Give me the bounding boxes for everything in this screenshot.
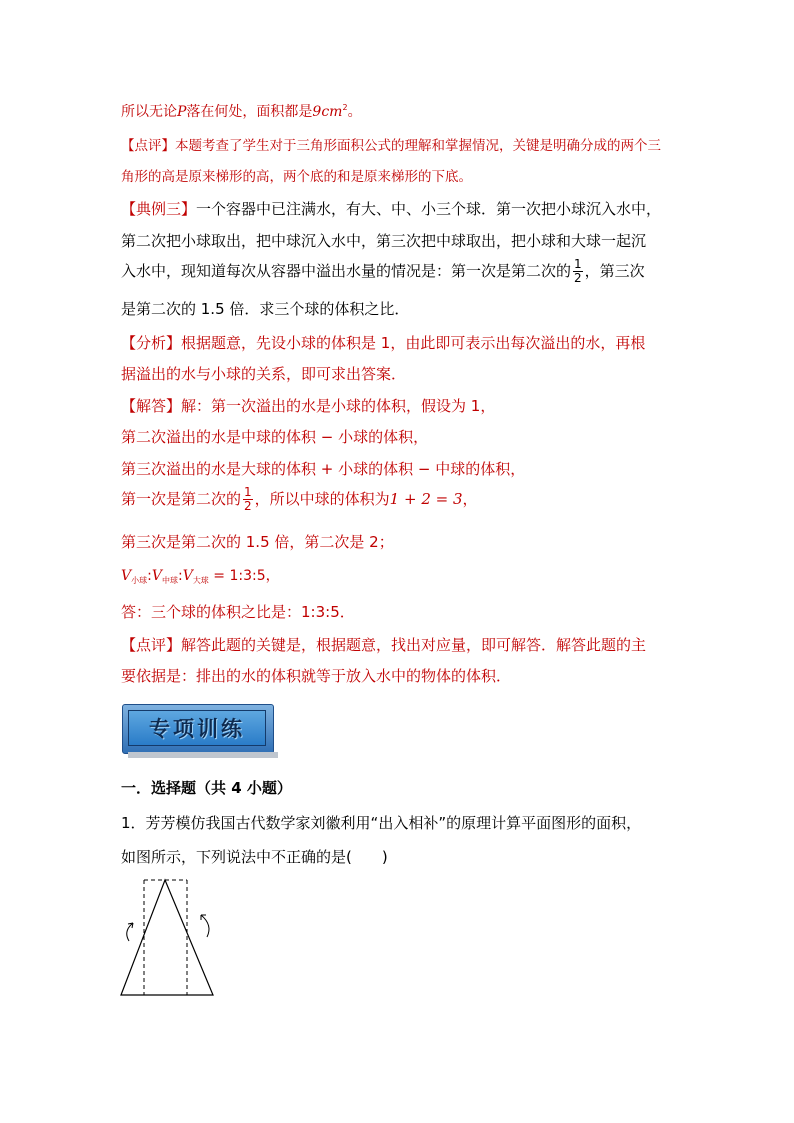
conclusion-line bbox=[121, 101, 362, 121]
denominator: 2 bbox=[574, 271, 582, 285]
comment-tag: 【点评】 bbox=[121, 636, 182, 654]
text: 解答此题的关键是，根据题意，找出对应量，即可解答．解答此题的主 bbox=[181, 636, 647, 654]
text: 第三次是第二次的 1.5 倍，第二次是 2； bbox=[121, 533, 394, 551]
small-ball-subscript: 小球 bbox=[131, 576, 148, 585]
volume-symbol: V bbox=[121, 568, 132, 584]
text: 如图所示，下列说法中不正确的是( ) bbox=[121, 848, 388, 866]
text: 。 bbox=[347, 104, 362, 120]
solution-line-5 bbox=[121, 531, 394, 552]
triangle-figure bbox=[115, 875, 225, 1000]
solution-tag: 【解答】 bbox=[121, 397, 182, 415]
analysis-line-2 bbox=[121, 363, 406, 384]
area-value: 9 bbox=[312, 104, 322, 120]
text: 要依据是：排出的水的体积就等于放入水中的物体的体积． bbox=[121, 667, 512, 685]
text: 角形的高是原来梯形的高，两个底的和是原来梯形的下底。 bbox=[121, 169, 472, 185]
question-1-line-2 bbox=[121, 846, 388, 867]
right-rotation-arrow bbox=[201, 915, 209, 937]
text: 第三次溢出的水是大球的体积 + 小球的体积 − 中球的体积， bbox=[121, 460, 526, 478]
example-line-2 bbox=[121, 230, 646, 251]
numerator: 1 bbox=[574, 257, 582, 271]
text: ， bbox=[462, 490, 478, 508]
ratio: = 1:3:5 bbox=[208, 568, 266, 584]
example-tag: 【典例三】 bbox=[121, 200, 197, 218]
solution-line-2 bbox=[121, 426, 428, 447]
text: 本题考查了学生对于三角形面积公式的理解和掌握情况，关键是明确分成的两个三 bbox=[175, 138, 661, 154]
volume-symbol: V bbox=[182, 568, 193, 584]
answer-line bbox=[121, 601, 355, 622]
equation: 1 + 2 = 3 bbox=[389, 490, 463, 508]
text: 一个容器中已注满水，有大、中、小三个球．第一次把小球沉入水中， bbox=[196, 200, 662, 218]
text: 解：第一次溢出的水是小球的体积，假设为 1， bbox=[181, 397, 496, 415]
triangle bbox=[121, 880, 213, 995]
text: 据溢出的水与小球的关系，即可求出答案． bbox=[121, 365, 407, 383]
comment-tag: 【点评】 bbox=[121, 138, 175, 154]
text: 第二次把小球取出，把中球沉入水中，第三次把中球取出，把小球和大球一起沉 bbox=[121, 232, 647, 250]
text: 一．选择题（共 4 小题） bbox=[121, 779, 292, 797]
solution-line-4 bbox=[121, 486, 478, 513]
denominator: 2 bbox=[244, 499, 252, 513]
numerator: 1 bbox=[244, 485, 252, 499]
comment-2-line-1 bbox=[121, 634, 646, 655]
text: 所以无论 bbox=[121, 104, 177, 120]
text: 第一次是第二次的 bbox=[121, 490, 242, 508]
section-title bbox=[121, 777, 292, 798]
fraction-half bbox=[243, 486, 253, 513]
text: 第二次溢出的水是中球的体积 − 小球的体积， bbox=[121, 428, 429, 446]
text: ，第三次 bbox=[584, 262, 645, 280]
text: 根据题意，先设小球的体积是 1，由此即可表示出每次溢出的水，再根 bbox=[181, 334, 646, 352]
analysis-line-1 bbox=[121, 332, 645, 353]
volume-symbol: V bbox=[151, 568, 162, 584]
solution-line-3 bbox=[121, 458, 525, 479]
text: 落在何处，面积都是 bbox=[186, 104, 313, 120]
point-p: P bbox=[177, 104, 187, 120]
solution-line-6: $V_{小球}:V_{中球}:V_{大球}$ = 1:3:5， bbox=[121, 568, 280, 585]
text: 1．芳芳模仿我国古代数学家刘徽利用“出入相补”的原理计算平面图形的面积， bbox=[121, 814, 642, 832]
solution-line-1 bbox=[121, 395, 495, 416]
comment-2-line-2 bbox=[121, 665, 511, 686]
comment-1-line-2 bbox=[121, 165, 472, 185]
comment-1-line-1 bbox=[121, 134, 661, 154]
unit-exponent: 2 bbox=[342, 103, 348, 112]
example-line-4 bbox=[121, 298, 409, 319]
text: 是第二次的 1.5 倍．求三个球的体积之比． bbox=[121, 300, 410, 318]
text: ， bbox=[265, 568, 280, 584]
text: 入水中，现知道每次从容器中溢出水量的情况是：第一次是第二次的 bbox=[121, 262, 572, 280]
banner-divider bbox=[122, 704, 280, 758]
banner-label: 专项训练 bbox=[149, 717, 245, 741]
text: 答：三个球的体积之比是：1:3:5． bbox=[121, 603, 355, 621]
unit: cm bbox=[321, 104, 343, 120]
medium-ball-subscript: 中球 bbox=[161, 576, 178, 585]
analysis-tag: 【分析】 bbox=[121, 334, 182, 352]
example-line-3 bbox=[121, 258, 645, 285]
text: ，所以中球的体积为 bbox=[254, 490, 390, 508]
example-line-1 bbox=[121, 198, 661, 219]
large-ball-subscript: 大球 bbox=[192, 576, 209, 585]
fraction-half bbox=[573, 258, 583, 285]
question-1-line-1 bbox=[121, 812, 641, 833]
